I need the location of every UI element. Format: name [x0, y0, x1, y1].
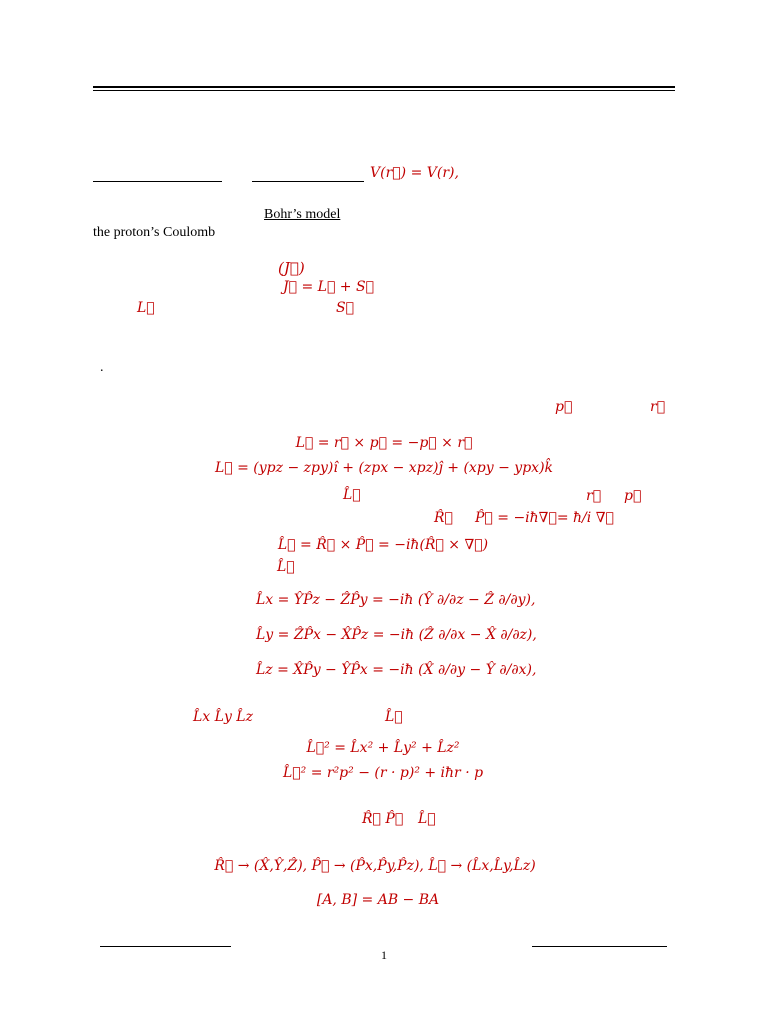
- r-operator: R̂⃗: [434, 510, 453, 526]
- eq-mappings: R̂⃗ → (X̂,Ŷ,Ẑ), P̂⃗ → (P̂x,P̂y,P̂z), L̂⃗ → (L̂x,L̂y,L̂z): [214, 858, 536, 874]
- eq-l-operator: L̂⃗ = R̂⃗ × P̂⃗ = −iħ(R̂⃗ × ∇⃗): [277, 537, 489, 553]
- r-vector-2: r⃗: [586, 488, 602, 504]
- ops-list: R̂⃗ P̂⃗: [362, 811, 404, 827]
- eq-lx: L̂x = ŶP̂z − ẐP̂y = −iħ (Ŷ ∂/∂z − Ẑ ∂/∂y),: [256, 592, 536, 608]
- header-rule-bottom: [93, 90, 675, 91]
- footer-rule-left: [100, 946, 231, 947]
- footer-rule-right: [532, 946, 667, 947]
- eq-l2-sum: L̂⃗² = L̂x² + L̂y² + L̂z²: [306, 740, 460, 756]
- page-number: 1: [381, 948, 387, 962]
- p-vector: p⃗: [555, 399, 573, 415]
- l-operator-2: L̂⃗: [277, 559, 295, 575]
- blank-line-1: [93, 181, 222, 182]
- l-operator-3: L̂⃗: [385, 709, 403, 725]
- stray-dot: .: [100, 360, 104, 375]
- eq-l-components: L⃗ = (ypz − zpy)î + (zpx − xpz)ĵ + (xpy − ypx)k̂: [214, 460, 554, 476]
- eq-commutator: [A, B] = AB − BA: [316, 892, 440, 908]
- bohr-model-link: Bohr’s model: [264, 207, 341, 222]
- j-paren: (J⃗): [278, 259, 305, 277]
- potential-formula: V(r⃗) = V(r),: [370, 165, 459, 181]
- components-list: L̂x L̂y L̂z: [193, 709, 253, 725]
- r-vector: r⃗: [650, 399, 666, 415]
- p-vector-2: p⃗: [624, 488, 642, 504]
- header-rule-top: [93, 86, 675, 88]
- blank-line-2: [252, 181, 364, 182]
- j-sum-formula: J⃗ = L⃗ + S⃗: [283, 279, 374, 295]
- eq-lz: L̂z = X̂P̂y − ŶP̂x = −iħ (X̂ ∂/∂y − Ŷ ∂/∂x),: [256, 662, 537, 678]
- eq-l-cross: L⃗ = r⃗ × p⃗ = −p⃗ × r⃗: [295, 435, 473, 451]
- l-operator-4: L̂⃗: [418, 811, 436, 827]
- l-vector: L⃗: [137, 300, 155, 316]
- coulomb-text: the proton’s Coulomb: [93, 225, 216, 240]
- eq-l2-rp: L̂⃗² = r²p² − (r · p)² + iħr · p: [282, 765, 484, 781]
- p-operator-def: P̂⃗ = −iħ∇⃗= ħ/i ∇⃗: [475, 510, 614, 526]
- l-operator: L̂⃗: [343, 487, 361, 503]
- eq-ly: L̂y = ẐP̂x − X̂P̂z = −iħ (Ẑ ∂/∂x − X̂ ∂/∂z),: [256, 627, 537, 643]
- s-vector: S⃗: [336, 300, 354, 316]
